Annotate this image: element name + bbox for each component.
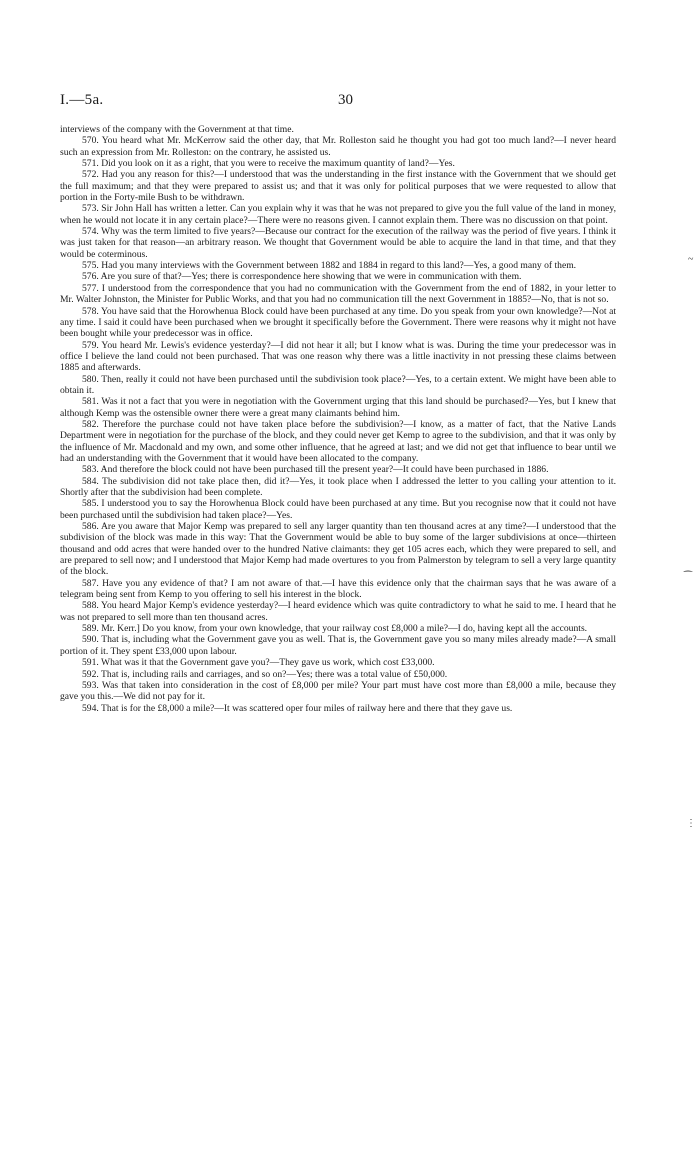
paragraph: 585. I understood you to say the Horowhenua Block could have been purchased at any time. But you recognise now that it could not have been purchased until the subdivision had taken place?—Yes. — [60, 498, 616, 521]
paragraph: 570. You heard what Mr. McKerrow said the other day, that Mr. Rolleston said he thought you had got too much land?—I never heard such an expression from Mr. Rolleston: on the contrary, he assisted us. — [60, 135, 616, 158]
paragraph: 579. You heard Mr. Lewis's evidence yesterday?—I did not hear it all; but I know what is was. During the time your predecessor was in office I believe the land could not been purchased. That was one reason why there was a little inactivity in not pressing these claims between 1885 and afterwards. — [60, 339, 616, 374]
page-number: 30 — [338, 92, 353, 108]
paragraph: 580. Then, really it could not have been purchased until the subdivision took place?—Yes, to a certain extent. We might have been able to obtain it. — [60, 373, 616, 396]
margin-mark: ⋮ — [686, 818, 696, 829]
paragraph: 578. You have said that the Horowhenua Block could have been purchased at any time. Do you speak from your own knowledge?—Not at any time. I said it could have been purchased when we brought it specifically before the Government. There were reasons why it might not have been bought while your predecessor was in office. — [60, 305, 616, 340]
paragraph: 576. Are you sure of that?—Yes; there is correspondence here showing that we were in communication with them. — [82, 271, 522, 283]
paragraph: 573. Sir John Hall has written a letter. Can you explain why it was that he was not prepared to give you the full value of the land in money, when he would not locate it in any certain place?—There were no reasons given. I cannot explain them. There was no discussion on that point. — [60, 203, 616, 226]
document-reference: I.—5a. — [60, 92, 104, 108]
paragraph: 587. Have you any evidence of that? I am not aware of that.—I have this evidence only that the chairman says that he was aware of a telegram being sent from Kemp to you offering to sell his interest in the block. — [60, 577, 616, 601]
paragraph: 594. That is for the £8,000 a mile?—It was scattered oper four miles of railway here and there that they gave us. — [82, 702, 513, 714]
paragraph: 571. Did you look on it as a right, that you were to receive the maximum quantity of land?—Yes. — [82, 158, 455, 170]
page-header — [60, 92, 620, 114]
paragraph: 574. Why was the term limited to five years?—Because our contract for the execution of the railway was the period of five years. I think it was just taken for that reason—an arbitrary reason. We thought that Government would be able to acquire the land in that time, and that they would be coterminous. — [60, 226, 616, 260]
paragraph: 577. I understood from the correspondence that you had no communication with the Government from the end of 1882, in your letter to Mr. Walter Johnston, the Minister for Public Works, and that you had no communication till the next Government in 1885?—No, that is not so. — [60, 282, 616, 306]
paragraph: 586. Are you aware that Major Kemp was prepared to sell any larger quantity than ten thousand acres at any time?—I understood that the subdivision of the block was made in this way: That the Government would be able to buy some of the larger subdivisions at once—thirteen thousand and odd acres that were handed over to the hundred Native claimants: they get 105 acres each, which they were prepared to sell, and are prepared to sell now; and I understood that Major Kemp had made overtures to you from Palmerston by telegram to sell a very large quantity of the block. — [60, 521, 616, 578]
testimony-body — [60, 124, 616, 714]
paragraph: 593. Was that taken into consideration in the cost of £8,000 per mile? Your part must have cost more than £8,000 a mile, because they gave you this.—We did not pay for it. — [60, 679, 616, 703]
paragraph: 582. Therefore the purchase could not have taken place before the subdivision?—I know, as a matter of fact, that the Native Lands Department were in negotiation for the purchase of the block, and they could never get Kemp to agree to the subdivision, and that it was only by the influence of Mr. Macdonald and my own, and some other influence, that he agreed at last; and we did not get that influence to bear until we had an understanding with the Government that it would have been allocated to the company. — [60, 418, 616, 464]
paragraph: 588. You heard Major Kemp's evidence yesterday?—I heard evidence which was quite contradictory to what he said to me. I heard that he was not prepared to sell more than ten thousand acres. — [60, 600, 616, 623]
paragraph: 575. Had you many interviews with the Government between 1882 and 1884 in regard to this land?—Yes, a good many of them. — [82, 260, 577, 272]
margin-mark: ⁀ — [684, 572, 693, 583]
paragraph: 584. The subdivision did not take place then, did it?—Yes, it took place when I addressed the letter to you calling your attention to it. Shortly after that the subdivision had been complete. — [60, 475, 616, 498]
paragraph: 592. That is, including rails and carriages, and so on?—Yes; there was a total value of £50,000. — [82, 668, 448, 680]
paragraph: 581. Was it not a fact that you were in negotiation with the Government urging that this land should be purchased?—Yes, but I knew that although Kemp was the ostensible owner there were a great many claimants behind him. — [60, 396, 616, 419]
paragraph: 591. What was it that the Government gave you?—They gave us work, which cost £33,000. — [82, 657, 435, 669]
paragraph: 583. And therefore the block could not have been purchased till the present year?—It could have been purchased in 1886. — [82, 464, 549, 476]
paragraph: 589. Mr. Kerr.] Do you know, from your own knowledge, that your railway cost £8,000 a mile?—I do, having kept all the accounts. — [82, 623, 588, 635]
paragraph: interviews of the company with the Government at that time. — [60, 124, 294, 135]
paragraph: 572. Had you any reason for this?—I understood that was the understanding in the first instance with the Government that we should get the full maximum; and that they were prepared to assist us; and that it was only for political purposes that we were requested to allow that portion in the Forty-mile Bush to be withdrawn. — [60, 169, 616, 204]
margin-mark: ~ — [688, 254, 694, 265]
paragraph: 590. That is, including what the Government gave you as well. That is, the Government gave you so many miles already made?—A small portion of it. They spent £33,000 upon labour. — [60, 634, 616, 657]
